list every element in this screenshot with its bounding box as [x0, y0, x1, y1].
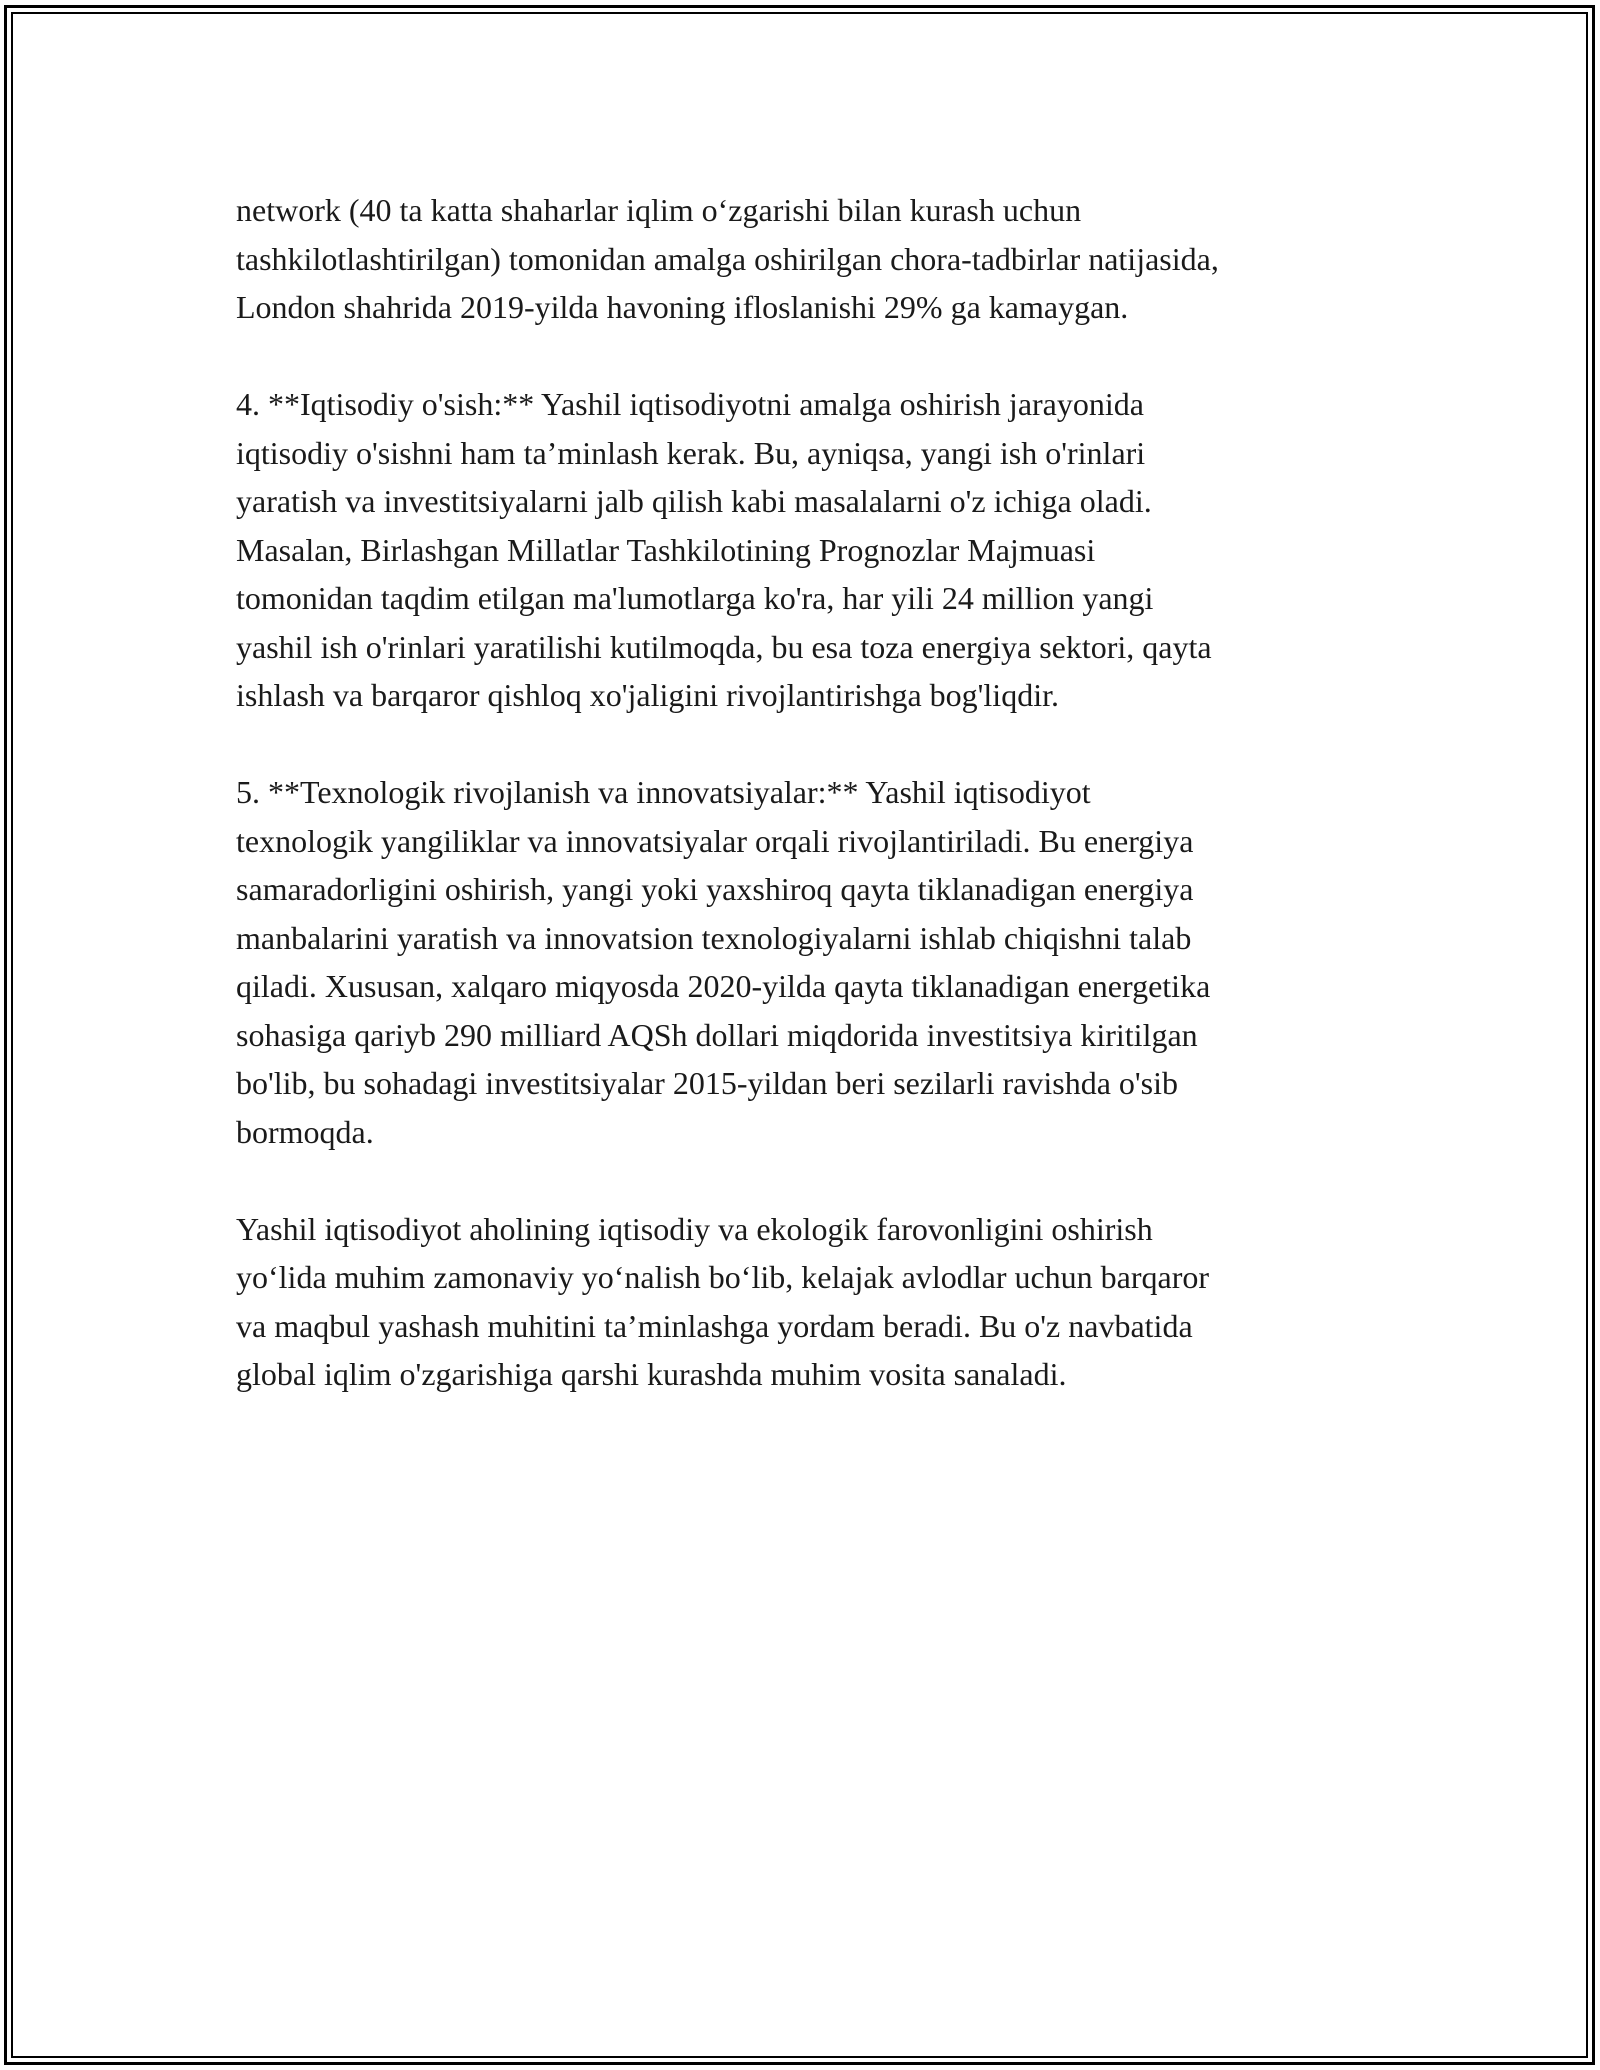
text-line: 4. **Iqtisodiy o'sish:** Yashil iqtisodiyotni amalga oshirish jarayonida	[236, 386, 1144, 422]
text-line: samaradorligini oshirish, yangi yoki yaxshiroq qayta tiklanadigan energiya	[236, 871, 1194, 907]
paragraph-air-pollution	[236, 186, 1406, 332]
text-line: bormoqda.	[236, 1113, 374, 1150]
text-line: tomonidan taqdim etilgan ma'lumotlarga ko'ra, har yili 24 million yangi	[236, 580, 1154, 616]
text-line: iqtisodiy o'sishni ham ta’minlash kerak. Bu, ayniqsa, yangi ish o'rinlari	[236, 434, 1146, 471]
paragraph-economic-growth	[236, 380, 1406, 720]
paragraph-conclusion	[236, 1205, 1406, 1399]
text-line: 5. **Texnologik rivojlanish va innovatsiyalar:** Yashil iqtisodiyot	[236, 774, 1091, 810]
text-line: London shahrida 2019-yilda havoning ifloslanishi 29% ga kamaygan.	[236, 289, 1129, 325]
text-line: tashkilotlashtirilgan) tomonidan amalga oshirilgan chora-tadbirlar natijasida,	[236, 240, 1219, 277]
text-line: global iqlim o'zgarishiga qarshi kurashda muhim vosita sanaladi.	[236, 1356, 1067, 1392]
text-line: yo‘lida muhim zamonaviy yo‘nalish bo‘lib, kelajak avlodlar uchun barqaror	[236, 1259, 1210, 1295]
text-line: qiladi. Xususan, xalqaro miqyosda 2020-yilda qayta tiklanadigan energetika	[236, 968, 1211, 1004]
text-line: texnologik yangiliklar va innovatsiyalar orqali rivojlantiriladi. Bu energiya	[236, 822, 1194, 859]
document-body	[236, 186, 1406, 1447]
text-line: Yashil iqtisodiyot aholining iqtisodiy va ekologik farovonligini oshirish	[236, 1210, 1153, 1247]
text-line: sohasiga qariyb 290 milliard AQSh dollari miqdorida investitsiya kiritilgan	[236, 1016, 1198, 1053]
paragraph-technology-innovation	[236, 768, 1406, 1156]
text-line: yashil ish o'rinlari yaratilishi kutilmoqda, bu esa toza energiya sektori, qayta	[236, 628, 1212, 665]
text-line: bo'lib, bu sohadagi investitsiyalar 2015-yildan beri sezilarli ravishda o'sib	[236, 1065, 1178, 1101]
text-line: va maqbul yashash muhitini ta’minlashga yordam beradi. Bu o'z navbatida	[236, 1307, 1193, 1344]
text-line: ishlash va barqaror qishloq xo'jaligini rivojlantirishga bog'liqdir.	[236, 677, 1059, 713]
text-line: network (40 ta katta shaharlar iqlim o‘zgarishi bilan kurash uchun	[236, 192, 1082, 228]
text-line: Masalan, Birlashgan Millatlar Tashkilotining Prognozlar Majmuasi	[236, 531, 1096, 568]
text-line: yaratish va investitsiyalarni jalb qilish kabi masalalarni o'z ichiga oladi.	[236, 483, 1152, 519]
text-line: manbalarini yaratish va innovatsion texnologiyalarni ishlab chiqishni talab	[236, 919, 1192, 956]
